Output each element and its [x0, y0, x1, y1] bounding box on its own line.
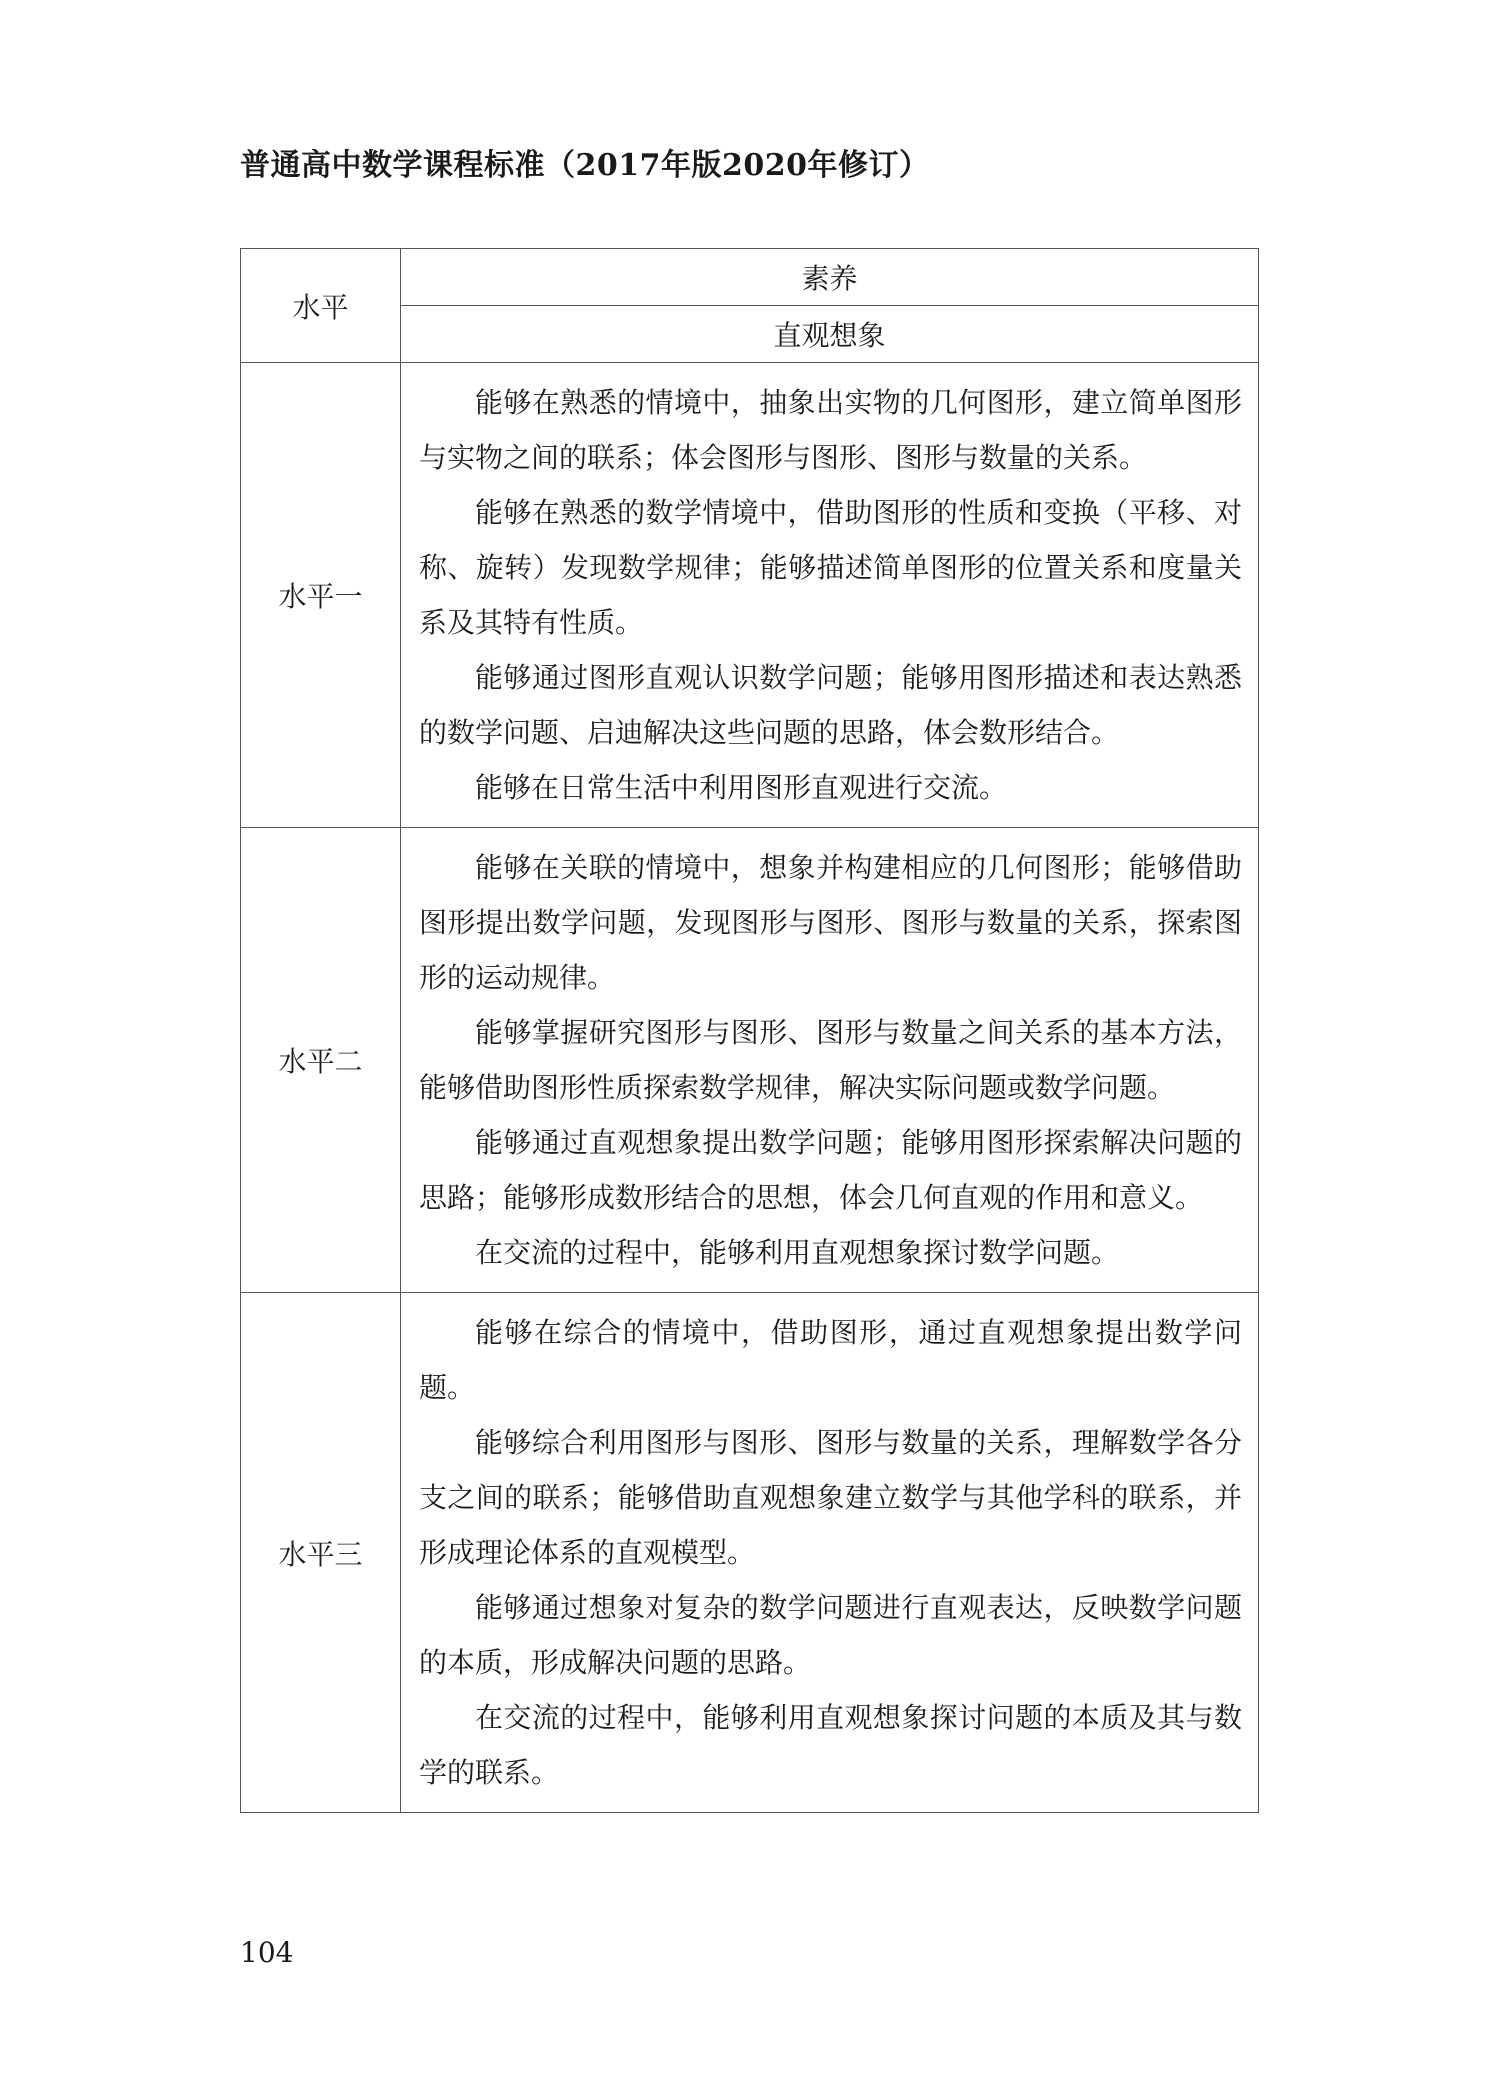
- description-paragraph: 能够在日常生活中利用图形直观进行交流。: [475, 771, 1008, 804]
- description-paragraph: 在交流的过程中，能够利用直观想象探讨问题的本质及其与数学的联系。: [419, 1701, 1242, 1789]
- page-number: 104: [240, 1936, 294, 1969]
- description-paragraph: 能够在综合的情境中，借助图形，通过直观想象提出数学问题。: [419, 1316, 1242, 1404]
- description-paragraph: 能够掌握研究图形与图形、图形与数量之间关系的基本方法，能够借助图形性质探索数学规律，解决实际问题或数学问题。: [419, 1016, 1242, 1104]
- level-description: [401, 363, 1259, 828]
- table-row: [241, 828, 1259, 1293]
- description-paragraph: 在交流的过程中，能够利用直观想象探讨数学问题。: [475, 1236, 1120, 1269]
- table-row: [241, 1293, 1259, 1813]
- description-paragraph: 能够在关联的情境中，想象并构建相应的几何图形；能够借助图形提出数学问题，发现图形与图形、图形与数量的关系，探索图形的运动规律。: [419, 851, 1242, 994]
- level-description: [401, 1293, 1259, 1813]
- literacy-level-table: [240, 248, 1259, 1813]
- description-paragraph: 能够在熟悉的数学情境中，借助图形的性质和变换（平移、对称、旋转）发现数学规律；能够描述简单图形的位置关系和度量关系及其特有性质。: [419, 496, 1242, 639]
- level-description: [401, 828, 1259, 1293]
- description-paragraph: 能够通过直观想象提出数学问题；能够用图形探索解决问题的思路；能够形成数形结合的思想，体会几何直观的作用和意义。: [419, 1126, 1242, 1214]
- description-paragraph: 能够通过图形直观认识数学问题；能够用图形描述和表达熟悉的数学问题、启迪解决这些问题的思路，体会数形结合。: [419, 661, 1242, 749]
- level-label: 水平一: [241, 363, 401, 828]
- description-paragraph: 能够综合利用图形与图形、图形与数量的关系，理解数学各分支之间的联系；能够借助直观想象建立数学与其他学科的联系，并形成理论体系的直观模型。: [419, 1426, 1242, 1569]
- literacy-column-header: 素养: [401, 249, 1259, 306]
- table-row: [241, 363, 1259, 828]
- literacy-name-header: 直观想象: [401, 306, 1259, 363]
- level-column-header: 水平: [241, 249, 401, 363]
- running-header-title: 普通高中数学课程标准（2017年版2020年修订）: [240, 148, 930, 183]
- table-header-row: [241, 249, 1259, 306]
- description-paragraph: 能够通过想象对复杂的数学问题进行直观表达，反映数学问题的本质，形成解决问题的思路。: [419, 1591, 1242, 1679]
- level-label: 水平三: [241, 1293, 401, 1813]
- level-label: 水平二: [241, 828, 401, 1293]
- description-paragraph: 能够在熟悉的情境中，抽象出实物的几何图形，建立简单图形与实物之间的联系；体会图形与图形、图形与数量的关系。: [419, 386, 1242, 474]
